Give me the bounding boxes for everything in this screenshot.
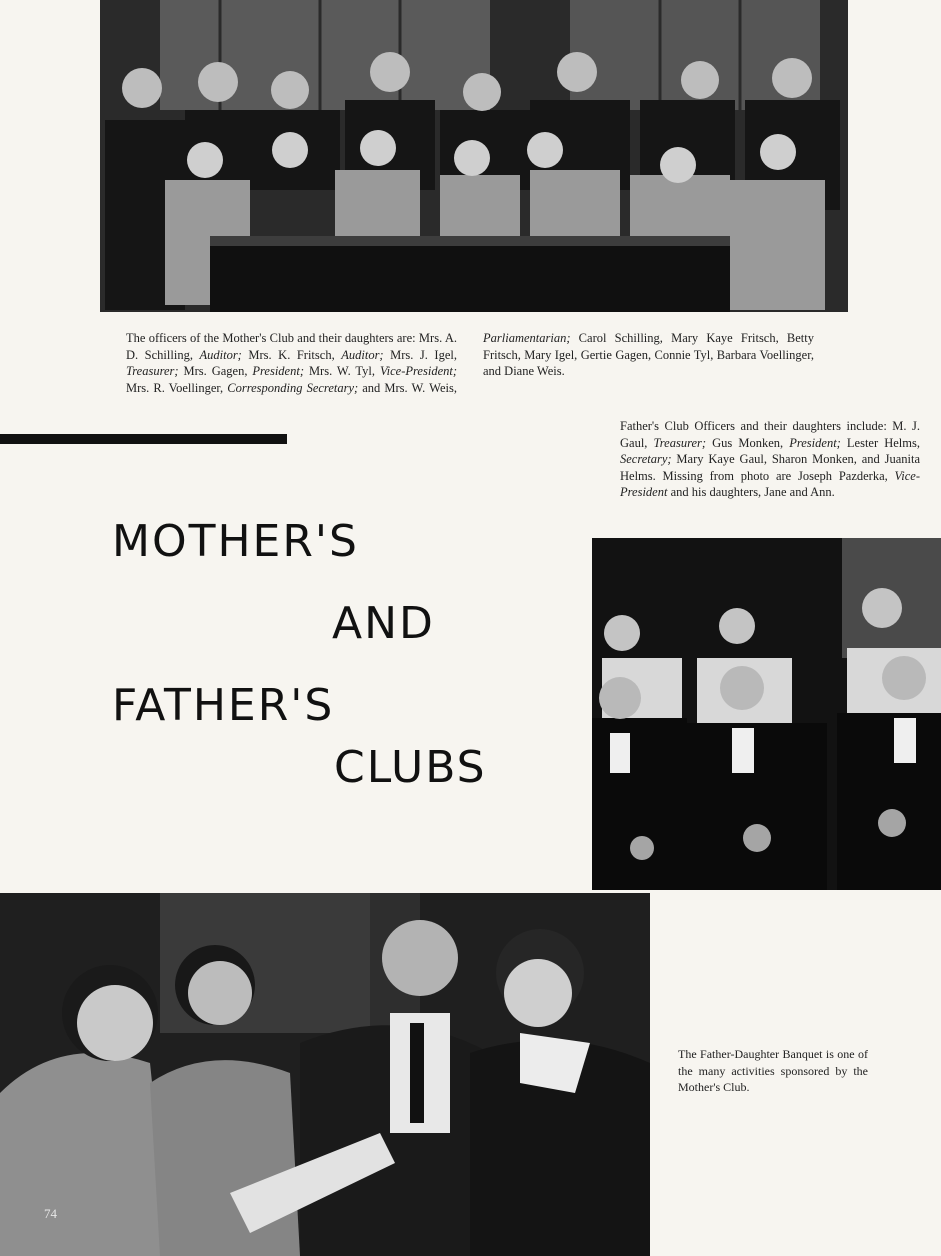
fathers-caption-role: Secretary;	[620, 452, 672, 466]
mothers-caption-text: Mrs. J. Igel,	[383, 347, 457, 362]
page-number: 74	[44, 1206, 57, 1221]
mothers-caption-text: Mrs. K. Fritsch,	[241, 347, 342, 362]
mothers-caption-role: Treasurer;	[126, 364, 179, 378]
fathers-club-photo	[592, 538, 941, 890]
mothers-caption-role: Corresponding Secretary;	[227, 380, 359, 395]
mothers-caption-text: Mrs. Gagen,	[178, 364, 253, 378]
fathers-caption-text: and his daughters, Jane and Ann.	[667, 485, 835, 499]
mothers-caption-text: The officers of the Mother's Club and their daughters are: Mrs. A. D. Schilling,	[126, 331, 457, 362]
banquet-caption: The Father-Daughter Banquet is one of the many activities sponsored by the Mother's Club.	[678, 1047, 868, 1094]
title-line-fathers: FATHER'S	[112, 680, 335, 731]
fathers-caption-text: Mary Kaye Gaul, Sharon Monken, and Juanita Helms. Missing from photo are Joseph Pazderka,	[620, 452, 920, 483]
fathers-club-photo-art	[592, 538, 941, 890]
fathers-caption-role: President;	[789, 435, 841, 450]
fathers-caption-text: Lester Helms,	[840, 435, 920, 450]
banquet-photo	[0, 893, 650, 1256]
fathers-club-caption	[620, 418, 920, 501]
mothers-caption-role: Parliamentarian;	[483, 331, 571, 345]
banquet-photo-art	[0, 893, 650, 1256]
divider-rule	[0, 434, 287, 444]
fathers-caption-text: Father's Club Officers and their daughters include: M. J. Gaul,	[620, 419, 920, 450]
mothers-caption-text: and Mrs. W. Weis,	[358, 380, 457, 395]
mothers-club-photo	[100, 0, 848, 312]
mothers-caption-text: Carol Schilling, Mary Kaye Fritsch, Betty Fritsch, Mary Igel, Gertie Gagen, Connie Tyl, Barbara Voellinger, and Diane Weis.	[483, 331, 814, 378]
title-line-mothers: MOTHER'S	[112, 516, 359, 567]
fathers-caption-role: Treasurer;	[653, 435, 707, 450]
title-line-and: AND	[332, 598, 435, 649]
mothers-caption-role: Auditor;	[341, 347, 384, 362]
title-line-clubs: CLUBS	[334, 742, 487, 793]
mothers-caption-text: Mrs. R. Voellinger,	[126, 380, 228, 395]
mothers-caption-role: Vice-President;	[379, 364, 457, 378]
mothers-caption-text: Mrs. W. Tyl,	[304, 364, 380, 378]
fathers-caption-text: Gus Monken,	[706, 435, 790, 450]
mothers-club-caption	[126, 330, 814, 396]
fathers-caption-role: Vice-President	[620, 468, 920, 499]
mothers-club-photo-art	[100, 0, 848, 312]
mothers-caption-role: President;	[252, 364, 304, 378]
mothers-caption-role: Auditor;	[199, 347, 242, 362]
